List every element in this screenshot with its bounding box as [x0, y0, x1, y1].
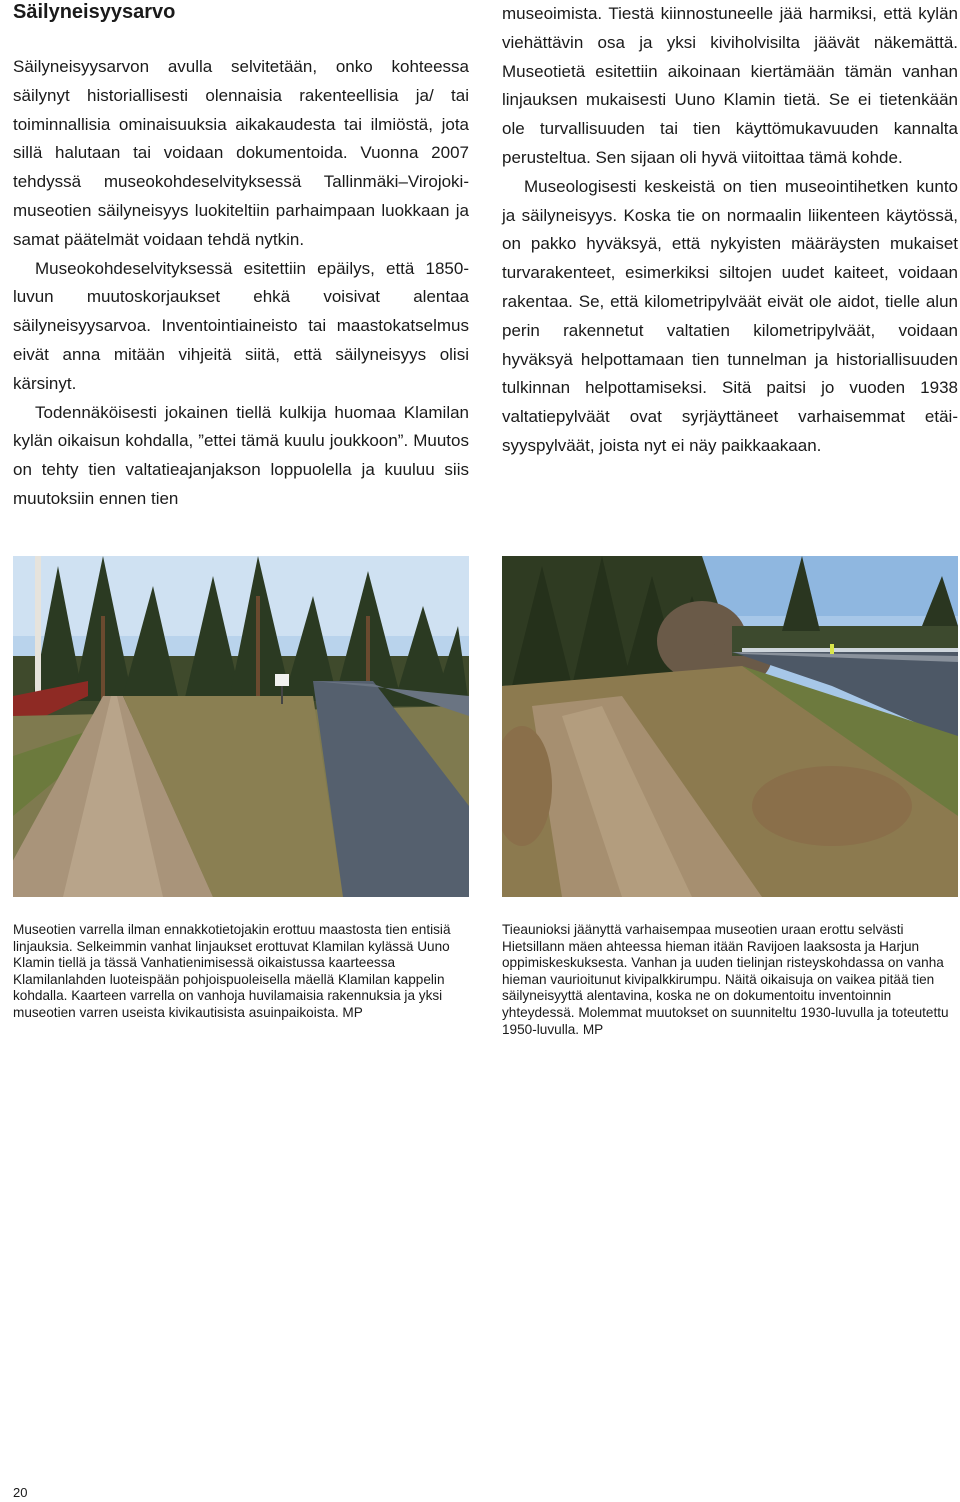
photo-caption-right: Tieaunioksi jäänyttä varhaisempaa museotien uraan erottu selvästi Hietsillann mäen ahteessa hieman itään Ravijoen laaksosta ja Harjun oppimiskeskuksesta. Vanhan ja uuden tielinjan risteyskohdassa on vanha hieman vaurioitunut kivipalkkirumpu. Näitä oikaisuja on vaikea pitää tien säilyneisyyttä alentavina, koska ne on dokumentoitu inventoinnin yhteydessä. Molemmat muutokset on suunniteltu 1930-luvulla ja toteutettu 1950-luvulla. MP: [502, 922, 949, 1037]
page-number: 20: [13, 1485, 28, 1500]
photo-old-road-track: [502, 556, 958, 897]
right-text-column: [502, 0, 958, 461]
left-text-column: [13, 53, 469, 514]
body-paragraph: museoimista. Tiestä kiinnostuneelle jää harmiksi, että kylän viehättävin osa ja yksi kiviholvisilta jäävät näkemättä. Museotietä esitettiin aikoinaan kiertämään tämän vanhan linjauksen mukaisesti Uuno Klamin tietä. Se ei tietenkään ole turvallisuuden tai tien käyttömukavuuden kannalta perusteltua. Sen sijaan oli hyvä viitoittaa tämä kohde.: [502, 4, 958, 167]
section-heading: Säilyneisyysarvo: [13, 1, 176, 23]
body-paragraph: Museokohdeselvityksessä esitettiin epäilys, että 1850-luvun muutoskorjaukset ehkä voisivat alentaa säilyneisyysarvoa. Inventointiaineisto tai maastokatselmus eivät anna mitään vihjeitä siitä, että säilyneisyys olisi kärsinyt.: [13, 258, 469, 393]
photo-caption-left: Museotien varrella ilman ennakkotietojakin erottuu maastosta tien entisiä linjauksia. Selkeimmin vanhat linjaukset erottuvat Klamilan kylässä Uuno Klamin tiellä ja tässä Vanhatienimisessä oikaistussa kaarteessa Klamilanlahden luoteispään pohjoispuoleisella mäellä Klamilan kappelin kohdalla. Kaarteen varrella on vanhoja huvilamaisia rakennuksia ja yksi museotien varren useista kivikautisista asuinpaikoista. MP: [13, 922, 451, 1020]
body-paragraph: Säilyneisyysarvon avulla selvitetään, onko kohteessa säilynyt historiallisesti olennaisia rakenteellisia ja/ tai toiminnallisia ominaisuuksia aikakaudesta tai ilmiöstä, jota sillä halutaan tai voidaan dokumentoida. Vuonna 2007 tehdyssä museokohdeselvityksessä Tallinmäki–Virojoki-museotien säilyneisyys luokiteltiin parhaimpaan luokkaan ja samat päätelmät voidaan tehdä nytkin.: [13, 57, 469, 249]
body-paragraph: Museologisesti keskeistä on tien museointihetken kunto ja säilyneisyys. Koska tie on normaalin liikenteen käytössä, on pakko hyväksyä, että nykyisten määräysten mukaiset turvarakenteet, esimerkiksi siltojen uudet kaiteet, voidaan rakentaa. Se, että kilometripylväät eivät ole aidot, tielle alun perin rakennetut valtatien kilometripylväät, voidaan hyväksyä helpottamaan tien tunnelman ja historiallisuuden tulkinnan helpottamiseksi. Sitä paitsi jo vuoden 1938 valtatiepylväät ovat syrjäyttäneet varhaisemmat etäisyyspylväät, joista nyt ei näy paikkaakaan.: [502, 176, 958, 455]
body-paragraph: Todennäköisesti jokainen tiellä kulkija huomaa Klamilan kylän oikaisun kohdalla, ”ettei tämä kuulu joukkoon”. Muutos on tehty tien valtatieajanjakson loppuolella ja kuuluu siis muutoksiin ennen tien: [13, 402, 469, 508]
photo-old-road-alignment: [13, 556, 469, 897]
